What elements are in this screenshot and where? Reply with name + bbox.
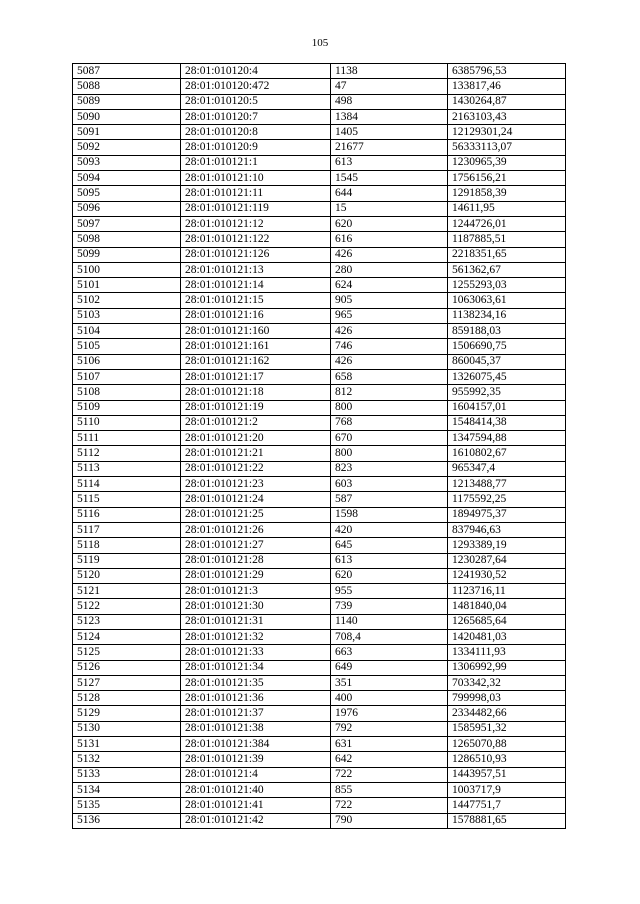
table-body: [73, 64, 566, 829]
table-row: [73, 782, 566, 797]
table-row: [73, 599, 566, 614]
cadastral-number-cell: 28:01:010121:3: [181, 584, 331, 599]
cadastral-number-cell: 28:01:010121:161: [181, 339, 331, 354]
row-number-cell: 5124: [73, 629, 181, 644]
row-number-cell: 5109: [73, 400, 181, 415]
value-cell: 1756156,21: [448, 171, 566, 186]
area-cell: 1140: [331, 614, 448, 629]
table-row: [73, 339, 566, 354]
row-number-cell: 5099: [73, 247, 181, 262]
cadastral-number-cell: 28:01:010121:119: [181, 201, 331, 216]
area-cell: 21677: [331, 140, 448, 155]
table-row: [73, 232, 566, 247]
cadastral-number-cell: 28:01:010121:25: [181, 507, 331, 522]
value-cell: 1063063,61: [448, 293, 566, 308]
row-number-cell: 5119: [73, 553, 181, 568]
data-table: [72, 63, 566, 829]
table-row: [73, 79, 566, 94]
value-cell: 1481840,04: [448, 599, 566, 614]
value-cell: 56333113,07: [448, 140, 566, 155]
table-row: [73, 538, 566, 553]
cadastral-number-cell: 28:01:010120:472: [181, 79, 331, 94]
value-cell: 1175592,25: [448, 492, 566, 507]
value-cell: 1255293,03: [448, 278, 566, 293]
cadastral-number-cell: 28:01:010120:8: [181, 125, 331, 140]
table-row: [73, 293, 566, 308]
area-cell: 47: [331, 79, 448, 94]
cadastral-number-cell: 28:01:010120:9: [181, 140, 331, 155]
value-cell: 1894975,37: [448, 507, 566, 522]
table-row: [73, 201, 566, 216]
value-cell: 1230287,64: [448, 553, 566, 568]
area-cell: 855: [331, 782, 448, 797]
cadastral-number-cell: 28:01:010121:20: [181, 431, 331, 446]
cadastral-number-cell: 28:01:010121:27: [181, 538, 331, 553]
area-cell: 722: [331, 767, 448, 782]
area-cell: 400: [331, 691, 448, 706]
row-number-cell: 5110: [73, 415, 181, 430]
table-row: [73, 522, 566, 537]
row-number-cell: 5103: [73, 308, 181, 323]
cadastral-number-cell: 28:01:010121:11: [181, 186, 331, 201]
value-cell: 1265070,88: [448, 737, 566, 752]
area-cell: 1405: [331, 125, 448, 140]
cadastral-number-cell: 28:01:010121:10: [181, 171, 331, 186]
table-row: [73, 385, 566, 400]
table-row: [73, 278, 566, 293]
area-cell: 15: [331, 201, 448, 216]
value-cell: 1003717,9: [448, 782, 566, 797]
cadastral-number-cell: 28:01:010121:2: [181, 415, 331, 430]
table-row: [73, 186, 566, 201]
table-row: [73, 446, 566, 461]
cadastral-number-cell: 28:01:010121:42: [181, 813, 331, 828]
row-number-cell: 5136: [73, 813, 181, 828]
row-number-cell: 5096: [73, 201, 181, 216]
area-cell: 426: [331, 324, 448, 339]
area-cell: 1598: [331, 507, 448, 522]
area-cell: 420: [331, 522, 448, 537]
value-cell: 2218351,65: [448, 247, 566, 262]
cadastral-number-cell: 28:01:010121:14: [181, 278, 331, 293]
area-cell: 800: [331, 446, 448, 461]
row-number-cell: 5095: [73, 186, 181, 201]
row-number-cell: 5114: [73, 477, 181, 492]
value-cell: 1244726,01: [448, 216, 566, 231]
value-cell: 1326075,45: [448, 369, 566, 384]
cadastral-number-cell: 28:01:010121:22: [181, 461, 331, 476]
table-row: [73, 721, 566, 736]
value-cell: 1548414,38: [448, 415, 566, 430]
cadastral-number-cell: 28:01:010121:41: [181, 798, 331, 813]
cadastral-number-cell: 28:01:010120:7: [181, 109, 331, 124]
area-cell: 708,4: [331, 629, 448, 644]
table-row: [73, 369, 566, 384]
row-number-cell: 5118: [73, 538, 181, 553]
table-row: [73, 645, 566, 660]
row-number-cell: 5089: [73, 94, 181, 109]
table-row: [73, 354, 566, 369]
area-cell: 620: [331, 568, 448, 583]
table-row: [73, 216, 566, 231]
cadastral-number-cell: 28:01:010121:30: [181, 599, 331, 614]
table-row: [73, 125, 566, 140]
value-cell: 859188,03: [448, 324, 566, 339]
row-number-cell: 5115: [73, 492, 181, 507]
area-cell: 645: [331, 538, 448, 553]
table-row: [73, 400, 566, 415]
table-row: [73, 324, 566, 339]
row-number-cell: 5100: [73, 262, 181, 277]
area-cell: 603: [331, 477, 448, 492]
area-cell: 1138: [331, 64, 448, 79]
table-row: [73, 308, 566, 323]
value-cell: 1291858,39: [448, 186, 566, 201]
cadastral-number-cell: 28:01:010120:5: [181, 94, 331, 109]
row-number-cell: 5117: [73, 522, 181, 537]
value-cell: 1430264,87: [448, 94, 566, 109]
area-cell: 823: [331, 461, 448, 476]
cadastral-number-cell: 28:01:010121:162: [181, 354, 331, 369]
value-cell: 1213488,77: [448, 477, 566, 492]
area-cell: 663: [331, 645, 448, 660]
area-cell: 426: [331, 354, 448, 369]
row-number-cell: 5111: [73, 431, 181, 446]
cadastral-number-cell: 28:01:010121:1: [181, 155, 331, 170]
row-number-cell: 5094: [73, 171, 181, 186]
row-number-cell: 5107: [73, 369, 181, 384]
page-number: 105: [311, 37, 329, 49]
table-row: [73, 813, 566, 828]
table-row: [73, 614, 566, 629]
cadastral-number-cell: 28:01:010121:160: [181, 324, 331, 339]
table-row: [73, 660, 566, 675]
cadastral-number-cell: 28:01:010121:35: [181, 675, 331, 690]
cadastral-number-cell: 28:01:010121:39: [181, 752, 331, 767]
row-number-cell: 5101: [73, 278, 181, 293]
cadastral-number-cell: 28:01:010121:16: [181, 308, 331, 323]
area-cell: 658: [331, 369, 448, 384]
value-cell: 561362,67: [448, 262, 566, 277]
table-row: [73, 262, 566, 277]
row-number-cell: 5092: [73, 140, 181, 155]
table-row: [73, 431, 566, 446]
value-cell: 1610802,67: [448, 446, 566, 461]
cadastral-number-cell: 28:01:010121:17: [181, 369, 331, 384]
row-number-cell: 5113: [73, 461, 181, 476]
row-number-cell: 5129: [73, 706, 181, 721]
row-number-cell: 5087: [73, 64, 181, 79]
cadastral-number-cell: 28:01:010121:33: [181, 645, 331, 660]
area-cell: 792: [331, 721, 448, 736]
cadastral-number-cell: 28:01:010121:13: [181, 262, 331, 277]
value-cell: 955992,35: [448, 385, 566, 400]
value-cell: 965347,4: [448, 461, 566, 476]
row-number-cell: 5098: [73, 232, 181, 247]
row-number-cell: 5093: [73, 155, 181, 170]
cadastral-number-cell: 28:01:010121:15: [181, 293, 331, 308]
value-cell: 2163103,43: [448, 109, 566, 124]
table-row: [73, 155, 566, 170]
cadastral-number-cell: 28:01:010121:34: [181, 660, 331, 675]
value-cell: 1138234,16: [448, 308, 566, 323]
area-cell: 790: [331, 813, 448, 828]
value-cell: 1447751,7: [448, 798, 566, 813]
area-cell: 812: [331, 385, 448, 400]
area-cell: 498: [331, 94, 448, 109]
area-cell: 965: [331, 308, 448, 323]
cadastral-number-cell: 28:01:010121:21: [181, 446, 331, 461]
row-number-cell: 5121: [73, 584, 181, 599]
area-cell: 1384: [331, 109, 448, 124]
row-number-cell: 5088: [73, 79, 181, 94]
row-number-cell: 5122: [73, 599, 181, 614]
row-number-cell: 5125: [73, 645, 181, 660]
value-cell: 1585951,32: [448, 721, 566, 736]
area-cell: 631: [331, 737, 448, 752]
area-cell: 746: [331, 339, 448, 354]
row-number-cell: 5135: [73, 798, 181, 813]
table-row: [73, 140, 566, 155]
table-row: [73, 568, 566, 583]
cadastral-number-cell: 28:01:010121:4: [181, 767, 331, 782]
cadastral-number-cell: 28:01:010121:26: [181, 522, 331, 537]
area-cell: 587: [331, 492, 448, 507]
table-row: [73, 675, 566, 690]
cadastral-number-cell: 28:01:010121:36: [181, 691, 331, 706]
value-cell: 6385796,53: [448, 64, 566, 79]
table-row: [73, 415, 566, 430]
table-row: [73, 94, 566, 109]
cadastral-number-cell: 28:01:010121:31: [181, 614, 331, 629]
row-number-cell: 5116: [73, 507, 181, 522]
row-number-cell: 5102: [73, 293, 181, 308]
area-cell: 351: [331, 675, 448, 690]
table-row: [73, 461, 566, 476]
table-row: [73, 553, 566, 568]
table-row: [73, 109, 566, 124]
cadastral-number-cell: 28:01:010121:18: [181, 385, 331, 400]
row-number-cell: 5127: [73, 675, 181, 690]
table-row: [73, 584, 566, 599]
table-row: [73, 507, 566, 522]
area-cell: 280: [331, 262, 448, 277]
cadastral-number-cell: 28:01:010120:4: [181, 64, 331, 79]
value-cell: 12129301,24: [448, 125, 566, 140]
cadastral-number-cell: 28:01:010121:384: [181, 737, 331, 752]
value-cell: 1241930,52: [448, 568, 566, 583]
area-cell: 649: [331, 660, 448, 675]
row-number-cell: 5091: [73, 125, 181, 140]
row-number-cell: 5128: [73, 691, 181, 706]
cadastral-number-cell: 28:01:010121:122: [181, 232, 331, 247]
value-cell: 1265685,64: [448, 614, 566, 629]
value-cell: 837946,63: [448, 522, 566, 537]
area-cell: 955: [331, 584, 448, 599]
row-number-cell: 5104: [73, 324, 181, 339]
table-row: [73, 629, 566, 644]
cadastral-number-cell: 28:01:010121:23: [181, 477, 331, 492]
area-cell: 426: [331, 247, 448, 262]
area-cell: 620: [331, 216, 448, 231]
row-number-cell: 5120: [73, 568, 181, 583]
value-cell: 1123716,11: [448, 584, 566, 599]
cadastral-number-cell: 28:01:010121:28: [181, 553, 331, 568]
value-cell: 14611,95: [448, 201, 566, 216]
value-cell: 860045,37: [448, 354, 566, 369]
value-cell: 1506690,75: [448, 339, 566, 354]
area-cell: 613: [331, 553, 448, 568]
row-number-cell: 5133: [73, 767, 181, 782]
cadastral-number-cell: 28:01:010121:38: [181, 721, 331, 736]
table-row: [73, 477, 566, 492]
table-row: [73, 691, 566, 706]
row-number-cell: 5134: [73, 782, 181, 797]
value-cell: 1334111,93: [448, 645, 566, 660]
cadastral-number-cell: 28:01:010121:126: [181, 247, 331, 262]
value-cell: 799998,03: [448, 691, 566, 706]
row-number-cell: 5131: [73, 737, 181, 752]
table-row: [73, 247, 566, 262]
value-cell: 1230965,39: [448, 155, 566, 170]
row-number-cell: 5090: [73, 109, 181, 124]
table-row: [73, 64, 566, 79]
value-cell: 1306992,99: [448, 660, 566, 675]
table-row: [73, 171, 566, 186]
table-row: [73, 752, 566, 767]
area-cell: 616: [331, 232, 448, 247]
area-cell: 768: [331, 415, 448, 430]
cadastral-number-cell: 28:01:010121:37: [181, 706, 331, 721]
area-cell: 1545: [331, 171, 448, 186]
value-cell: 1443957,51: [448, 767, 566, 782]
table-row: [73, 492, 566, 507]
cadastral-number-cell: 28:01:010121:12: [181, 216, 331, 231]
row-number-cell: 5132: [73, 752, 181, 767]
value-cell: 1187885,51: [448, 232, 566, 247]
area-cell: 905: [331, 293, 448, 308]
row-number-cell: 5123: [73, 614, 181, 629]
area-cell: 800: [331, 400, 448, 415]
area-cell: 722: [331, 798, 448, 813]
value-cell: 1604157,01: [448, 400, 566, 415]
area-cell: 670: [331, 431, 448, 446]
table-row: [73, 767, 566, 782]
value-cell: 703342,32: [448, 675, 566, 690]
row-number-cell: 5126: [73, 660, 181, 675]
value-cell: 1347594,88: [448, 431, 566, 446]
area-cell: 642: [331, 752, 448, 767]
cadastral-number-cell: 28:01:010121:24: [181, 492, 331, 507]
row-number-cell: 5130: [73, 721, 181, 736]
value-cell: 1286510,93: [448, 752, 566, 767]
value-cell: 2334482,66: [448, 706, 566, 721]
row-number-cell: 5108: [73, 385, 181, 400]
value-cell: 1420481,03: [448, 629, 566, 644]
area-cell: 1976: [331, 706, 448, 721]
cadastral-number-cell: 28:01:010121:32: [181, 629, 331, 644]
cadastral-number-cell: 28:01:010121:40: [181, 782, 331, 797]
value-cell: 1293389,19: [448, 538, 566, 553]
row-number-cell: 5105: [73, 339, 181, 354]
area-cell: 644: [331, 186, 448, 201]
table-row: [73, 706, 566, 721]
table-row: [73, 737, 566, 752]
row-number-cell: 5097: [73, 216, 181, 231]
value-cell: 1578881,65: [448, 813, 566, 828]
area-cell: 624: [331, 278, 448, 293]
cadastral-number-cell: 28:01:010121:29: [181, 568, 331, 583]
row-number-cell: 5112: [73, 446, 181, 461]
area-cell: 613: [331, 155, 448, 170]
cadastral-number-cell: 28:01:010121:19: [181, 400, 331, 415]
row-number-cell: 5106: [73, 354, 181, 369]
area-cell: 739: [331, 599, 448, 614]
value-cell: 133817,46: [448, 79, 566, 94]
table-row: [73, 798, 566, 813]
